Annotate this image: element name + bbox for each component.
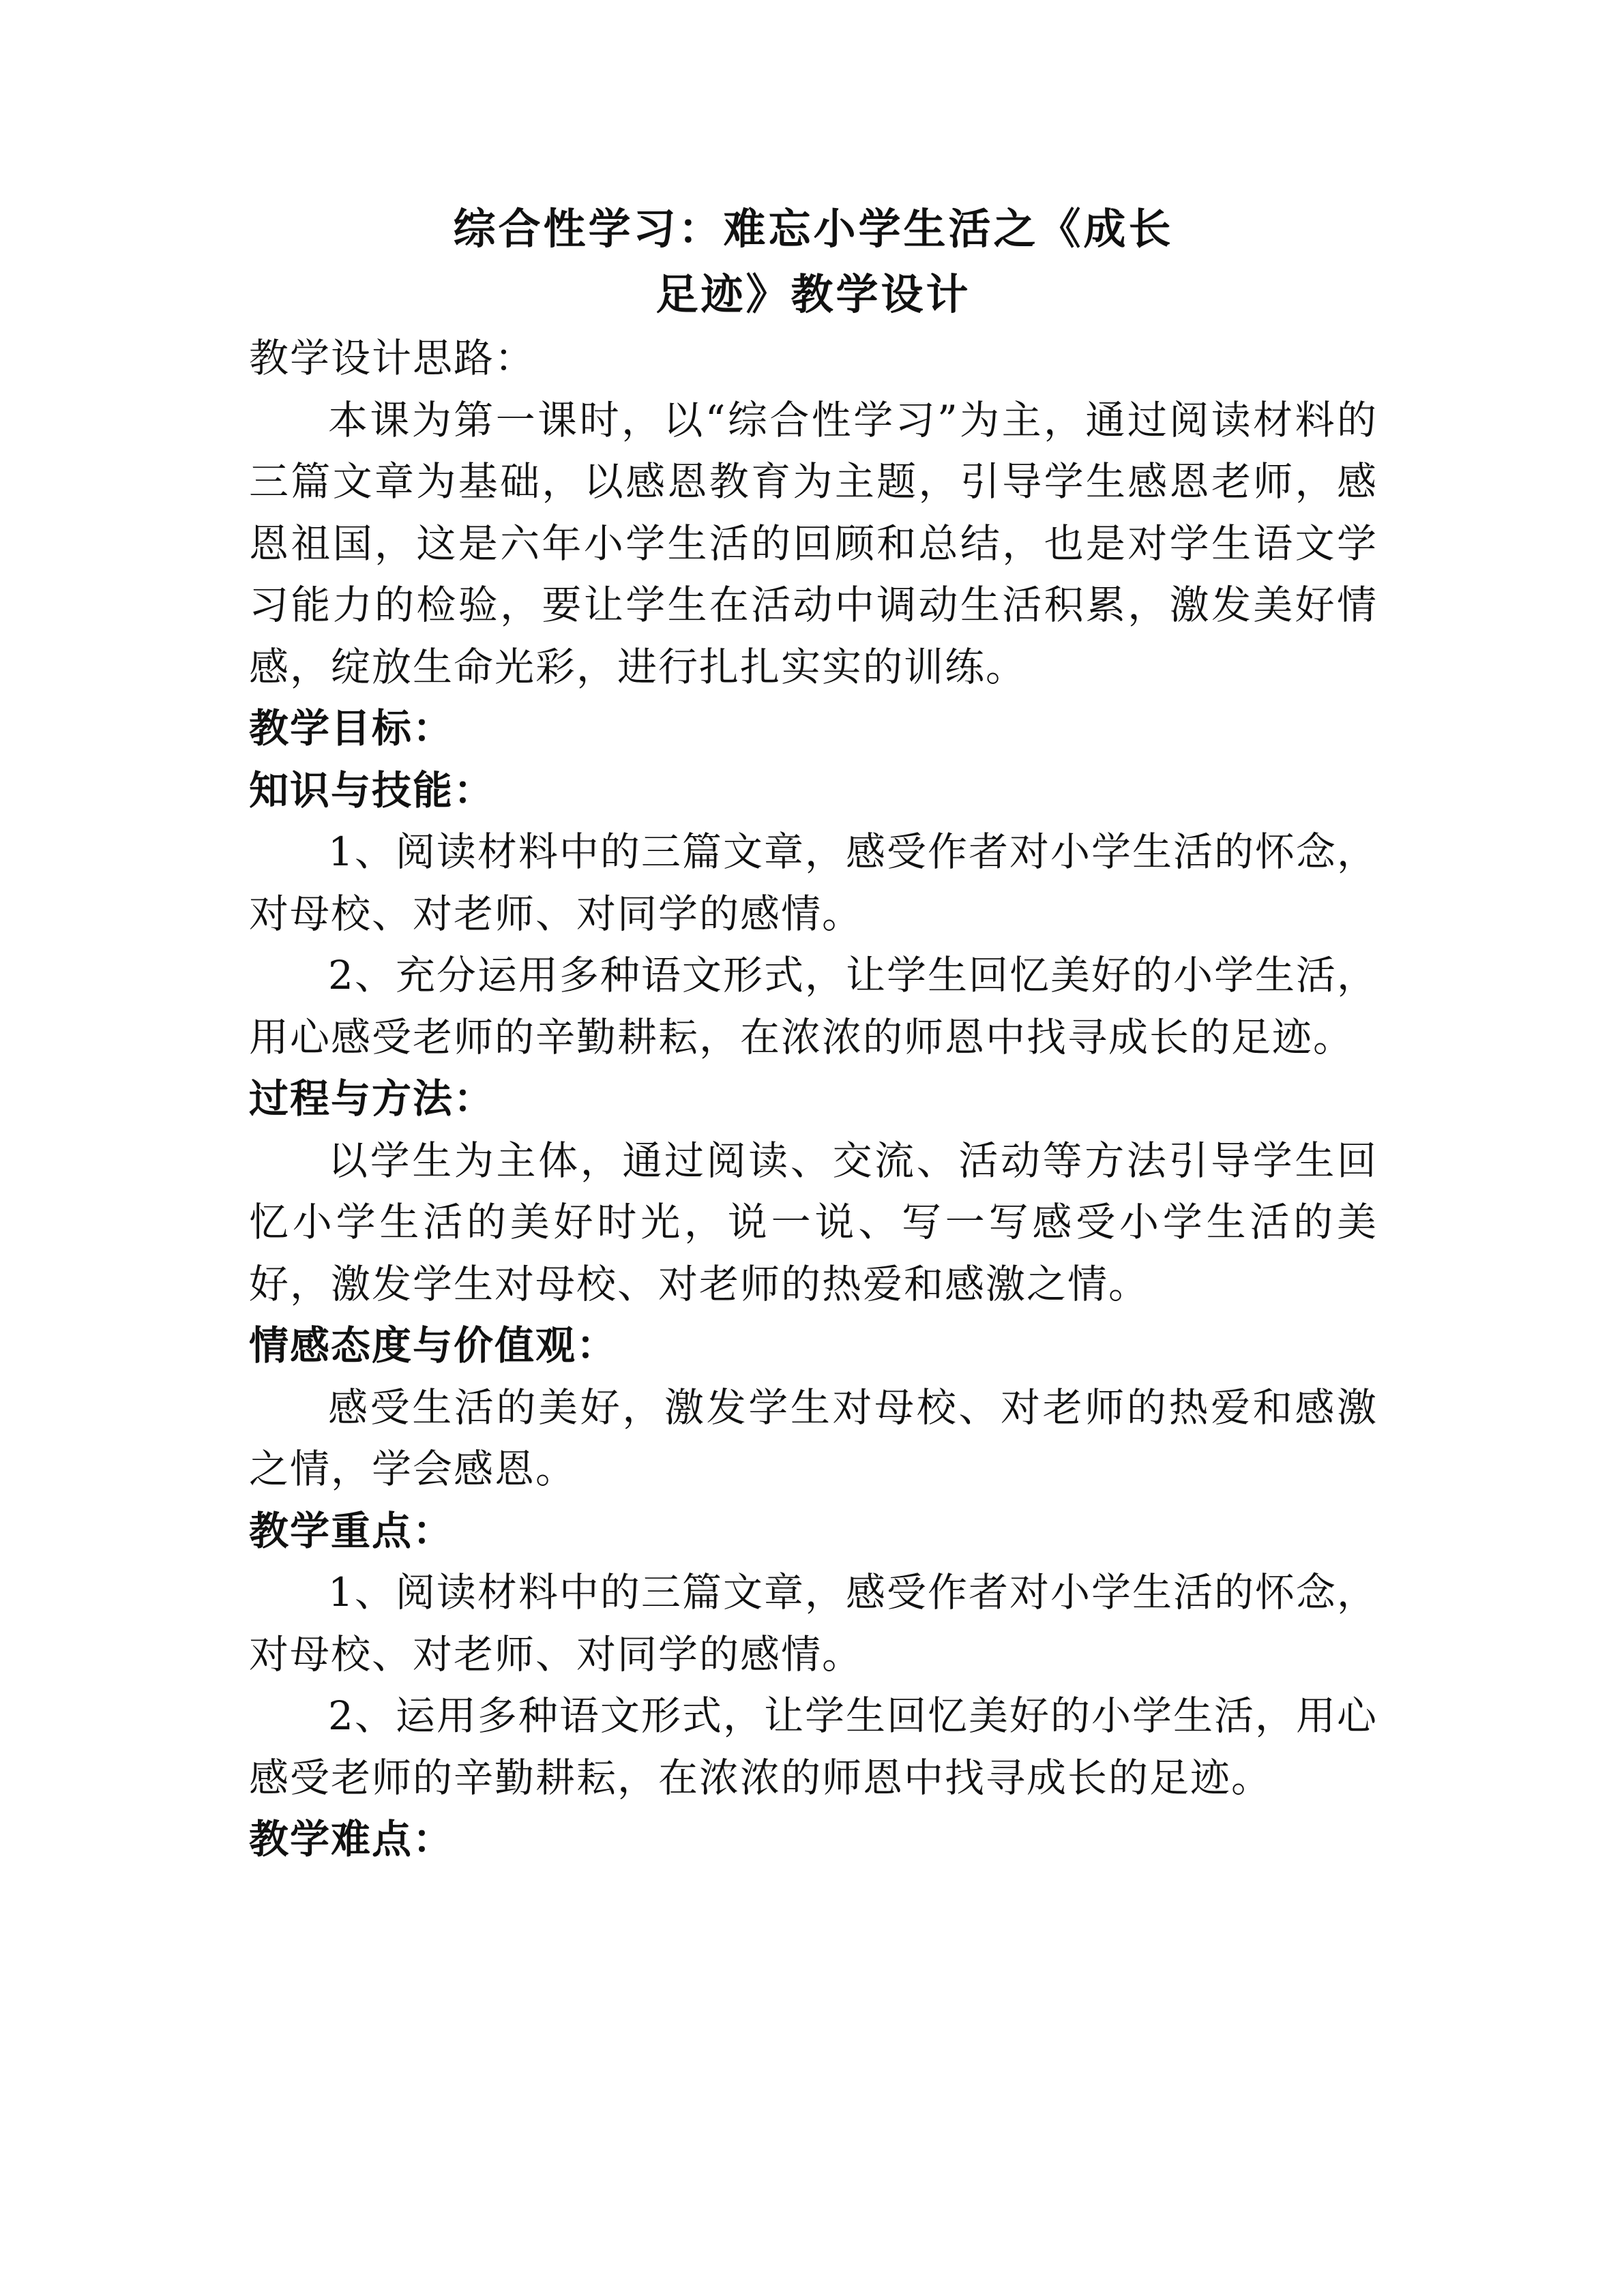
knowledge-skills-item-1: 1、阅读材料中的三篇文章，感受作者对小学生活的怀念，对母校、对老师、对同学的感情。 [249,829,1378,937]
emotion-values-paragraph: 感受生活的美好，激发学生对母校、对老师的热爱和感激之情，学会感恩。 [249,1384,1378,1492]
design-rationale-label: 教学设计思路： [249,335,536,381]
document-title-line-2: 足迹》教学设计 [655,269,971,319]
emotion-values-heading: 情感态度与价值观： [249,1322,618,1369]
key-points-item-1: 1、阅读材料中的三篇文章，感受作者对小学生活的怀念，对母校、对老师、对同学的感情。 [249,1569,1378,1678]
document-title-line-1: 综合性学习：难忘小学生活之《成长 [453,204,1174,254]
design-rationale-paragraph: 本课为第一课时，以“综合性学习”为主，通过阅读材料的三篇文章为基础，以感恩教育为主题，引导学生感恩老师，感恩祖国，这是六年小学生活的回顾和总结，也是对学生语文学习能力的检验，要让学生在活动中调动生活积累，激发美好情感，绽放生命光彩，进行扎扎实实的训练。 [249,396,1378,690]
knowledge-skills-heading: 知识与技能： [249,766,495,814]
process-methods-heading: 过程与方法： [249,1075,495,1122]
document-body [249,196,1378,1870]
key-points-item-2: 2、运用多种语文形式，让学生回忆美好的小学生活，用心感受老师的辛勤耕耘，在浓浓的师恩中找寻成长的足迹。 [249,1693,1378,1801]
teaching-goals-heading: 教学目标： [249,705,454,751]
key-points-heading: 教学重点： [249,1507,454,1554]
knowledge-skills-item-2: 2、充分运用多种语文形式，让学生回忆美好的小学生活，用心感受老师的辛勤耕耘，在浓浓的师恩中找寻成长的足迹。 [249,952,1378,1060]
difficulties-heading: 教学难点： [249,1816,454,1862]
process-methods-paragraph: 以学生为主体，通过阅读、交流、活动等方法引导学生回忆小学生活的美好时光，说一说、写一写感受小学生活的美好，激发学生对母校、对老师的热爱和感激之情。 [249,1137,1378,1307]
